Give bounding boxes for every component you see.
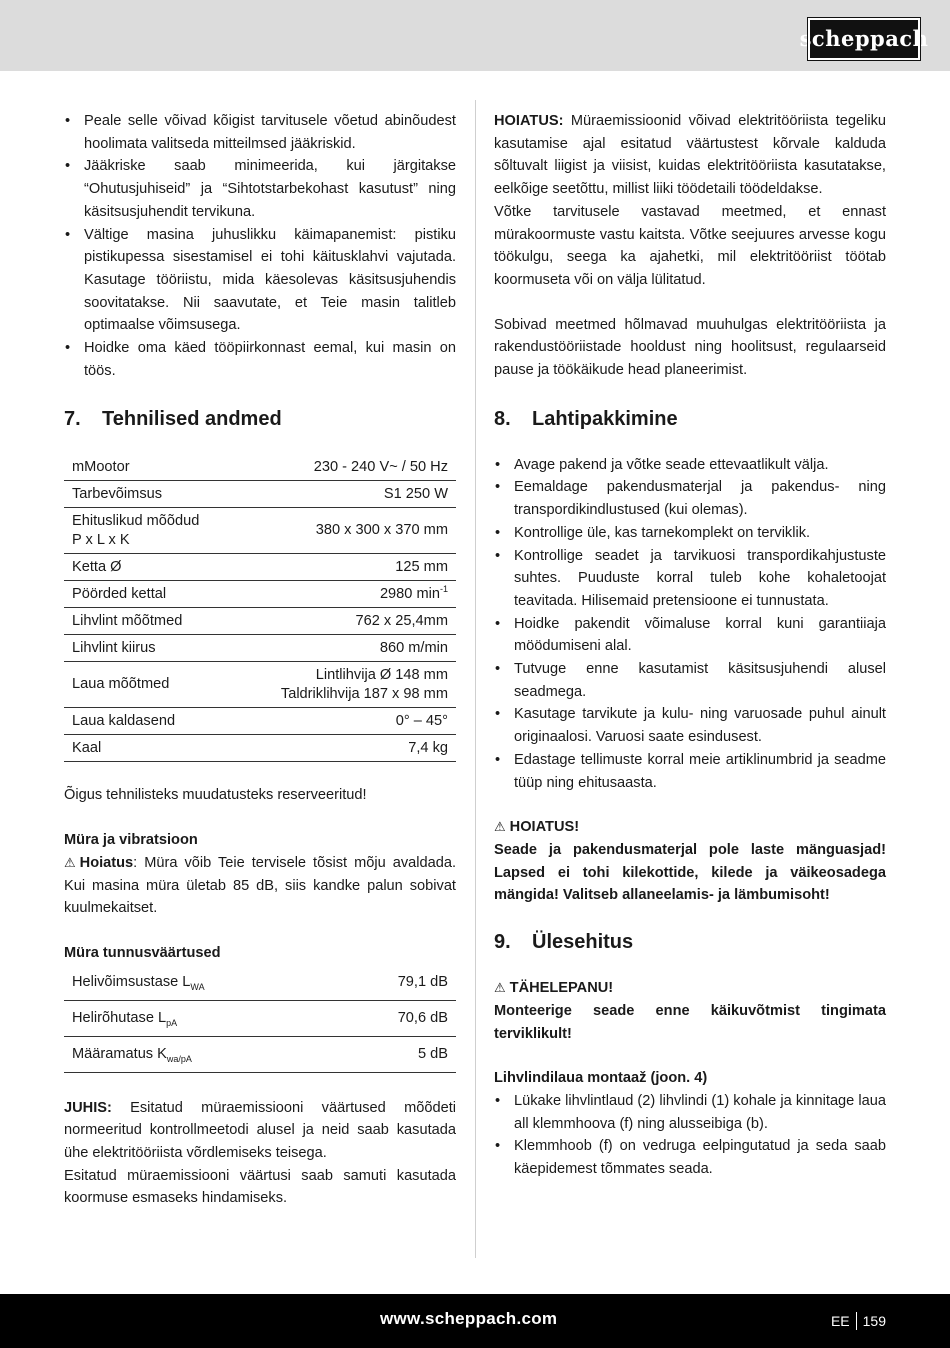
child-warning-heading [494, 816, 886, 839]
spec-value: 230 - 240 V~ / 50 Hz [236, 454, 456, 481]
noise-values-heading: Müra tunnusväärtused [64, 944, 221, 961]
list-item: • Eemaldage pakendusmaterjal ja pakendus- ning transpordikindlustused (kui olemas). [494, 476, 886, 521]
suitable-measures-paragraph: Sobivad meetmed hõlmavad muuhulgas elektritööriista ja rakendustööriistade hooldust ning hoolitsust, regulaarseid pause ja töökäikude head planeerimist. [494, 316, 886, 379]
spec-label: Ketta Ø [64, 554, 236, 581]
emission-warning [494, 110, 886, 201]
section-title: Tehnilised andmed [102, 408, 282, 431]
noise-label [64, 965, 335, 1001]
spec-value-line: Taldriklihvija 187 x 98 mm [280, 685, 448, 702]
note-paragraph-2: Esitatud müraemissiooni väärtusi saab samuti kasutada koormuse esmaseks hindamiseks. [64, 1167, 456, 1207]
spec-value: S1 250 W [236, 481, 456, 508]
note-label: JUHIS: [64, 1099, 112, 1116]
section-number: 7. [64, 408, 81, 431]
language-code: EE [830, 1313, 850, 1329]
spec-value-line: Lintlihvija Ø 148 mm [315, 666, 448, 683]
note-text: Esitatud müraemissiooni väärtused mõõdeti normeeritud kontrollmeetodi alusel ja neid saab kasutada ühe elektritööriista võrdlemiseks teisega. [64, 1099, 456, 1162]
noise-label-subscript: pA [166, 1017, 178, 1028]
list-item: • Vältige masina juhuslikku käimapanemist: pistiku pistikupessa sisestamisel ei tohi käitusklahvi vajutada. Kasutage tööriistu, mida käesolevas käsitsusjuhendis soovitatakse. Nii saavutate, et Teie masin talitleb optimaalse võimsusega. [64, 224, 456, 338]
noise-values-table [64, 965, 456, 1073]
table-row [64, 635, 456, 662]
noise-heading: Müra ja vibratsioon [64, 832, 198, 849]
list-item: • Tutvuge enne kasutamist käsitsusjuhendi alusel seadmega. [494, 658, 886, 703]
scheppach-logo: scheppach [808, 18, 920, 60]
noise-value: 70,6 dB [335, 1000, 456, 1036]
emission-warning-label: HOIATUS: [494, 113, 564, 129]
noise-label-text: Määramatus K [72, 1045, 167, 1062]
tech-specs-table [64, 454, 456, 762]
section-title: Lahtipakkimine [532, 407, 678, 430]
spec-label [64, 508, 236, 554]
table-row [64, 481, 456, 508]
section-8-heading [494, 406, 886, 432]
table-row [64, 1000, 456, 1036]
attention-label: TÄHELEPANU! [509, 980, 614, 997]
unpacking-bullet-list [494, 454, 886, 795]
table-row [64, 581, 456, 608]
left-column [64, 110, 456, 1210]
spec-label: Tarbevõimsus [64, 481, 236, 508]
noise-value: 79,1 dB [335, 965, 456, 1001]
note-paragraph [64, 1097, 456, 1165]
rights-note: Õigus tehnilisteks muudatusteks reserveeritud! [64, 787, 367, 804]
section-number: 8. [494, 407, 511, 430]
noise-label-text: Helivõimsustase L [72, 973, 191, 990]
list-item: • Kontrollige seadet ja tarvikuosi transpordikahjustuste suhtes. Puuduste korral tuleb kohe kohaletoojat teavitada. Hilisemaid pretensioone ei tunnustata. [494, 545, 886, 613]
spec-value: 7,4 kg [236, 735, 456, 762]
spec-label: Laua kaldasend [64, 708, 236, 735]
table-row [64, 735, 456, 762]
spec-value-superscript: -1 [439, 584, 448, 595]
spec-value [236, 581, 456, 608]
footer-bar [0, 1294, 950, 1348]
table-row [64, 554, 456, 581]
noise-value: 5 dB [335, 1036, 456, 1072]
column-divider [475, 100, 476, 1258]
list-item: • Jääkriske saab minimeerida, kui järgitakse “Ohutusjuhiseid” ja “Sihtotstarbekohast kasutust” ning käsitsusjuhendit tervikuna. [64, 155, 456, 223]
list-item: • Peale selle võivad kõigist tarvitusele võetud abinõudest hoolimata valitseda mitteilmsed jääkriskid. [64, 110, 456, 155]
spec-label: Laua mõõtmed [64, 662, 236, 708]
table-row [64, 708, 456, 735]
spec-label: Kaal [64, 735, 236, 762]
page-number: 159 [862, 1313, 886, 1329]
table-row [64, 662, 456, 708]
separator [856, 1312, 857, 1330]
table-row [64, 1036, 456, 1072]
spec-value: 125 mm [236, 554, 456, 581]
warning-triangle-icon: ⚠ [64, 854, 76, 870]
list-item: • Edastage tellimuste korral meie artiklinumbrid ja seadme tüüp ning ehitusaasta. [494, 749, 886, 794]
mount-bullet-list [494, 1090, 886, 1181]
attention-heading [494, 977, 886, 1000]
list-item: • Klemmhoob (f) on vedruga eelpingutatud ja seda saab käepidemest tõmmates seada. [494, 1135, 886, 1180]
page-indicator [831, 1310, 886, 1333]
noise-label-subscript: WA [190, 981, 205, 992]
list-item: • Avage pakend ja võtke seade ettevaatlikult välja. [494, 454, 886, 477]
list-item: • Hoidke pakendit võimaluse korral kuni garantiiaja möödumiseni alal. [494, 613, 886, 658]
measures-paragraph: Võtke tarvitusele vastavad meetmed, et ennast mürakoormuste vastu kaitsta. Võtke seejuures arvesse kogu töökulgu, seega ka ajahetki, mil elektritööriist töötab koormuseta või on välja lülitatud. [494, 203, 886, 288]
mount-heading: Lihvlindilaua montaaž (joon. 4) [494, 1070, 708, 1087]
spec-label: Lihvlint mõõtmed [64, 608, 236, 635]
table-row [64, 608, 456, 635]
section-7-heading [64, 406, 456, 432]
spec-value: 380 x 300 x 370 mm [236, 508, 456, 554]
spec-label: Pöörded kettal [64, 581, 236, 608]
table-row [64, 508, 456, 554]
right-column [494, 110, 886, 1181]
child-warning-label: HOIATUS! [509, 819, 580, 836]
spec-label: mMootor [64, 454, 236, 481]
warning-triangle-icon: ⚠ [494, 819, 506, 835]
table-row [64, 454, 456, 481]
list-item: • Kontrollige üle, kas tarnekomplekt on terviklik. [494, 522, 886, 545]
intro-bullet-list [64, 110, 456, 382]
noise-label-subscript: wa/pA [166, 1053, 192, 1064]
spec-label-line: P x L x K [72, 531, 130, 548]
list-item: • Hoidke oma käed tööpiirkonnast eemal, kui masin on töös. [64, 337, 456, 382]
noise-warning-label: Hoiatus [79, 854, 134, 871]
noise-label-text: Helirõhutase L [72, 1009, 167, 1026]
attention-text: Monteerige seade enne käikuvõtmist tingimata terviklikult! [494, 1002, 886, 1042]
noise-label [64, 1000, 335, 1036]
section-title: Ülesehitus [532, 931, 634, 954]
spec-value: 0° – 45° [236, 708, 456, 735]
spec-value [236, 662, 456, 708]
section-number: 9. [494, 931, 511, 954]
list-item: • Lükake lihvlintlaud (2) lihvlindi (1) kohale ja kinnitage laua all klemmhoova (f) ning alusseibiga (b). [494, 1090, 886, 1135]
noise-warning [64, 852, 456, 920]
warning-triangle-icon: ⚠ [494, 980, 506, 996]
spec-label-line: Ehituslikud mõõdud [72, 512, 200, 529]
list-item: • Kasutage tarvikute ja kulu- ning varuosade puhul ainult originaalosi. Varuosi saate esindusest. [494, 703, 886, 748]
emission-warning-text: Müraemissioonid võivad elektritööriista tegeliku kasutamise ajal esitatud väärtustest kõrvale kalduda sõltuvalt liigist ja viisist, kuidas elektritööriista kasutatakse, eelkõige seetõttu, millist liiki töödetaili töödeldakse. [494, 113, 886, 198]
spec-value: 860 m/min [236, 635, 456, 662]
noise-warning-text: : Müra võib Teie tervisele tõsist mõju avaldada. Kui masina müra ületab 85 dB, siis kandke palun sobivat kuulmekaitset. [64, 854, 456, 917]
footer-url: www.scheppach.com [380, 1309, 558, 1328]
section-9-heading [494, 929, 886, 955]
spec-value: 762 x 25,4mm [236, 608, 456, 635]
noise-label [64, 1036, 335, 1072]
spec-value-text: 2980 min [379, 585, 440, 602]
spec-label: Lihvlint kiirus [64, 635, 236, 662]
child-warning-text: Seade ja pakendusmaterjal pole laste mänguasjad! Lapsed ei tohi kilekottide, kilede ja väikeosadega mängida! Valitseb allaneelamis- ja lämbumisoht! [494, 841, 886, 904]
table-row [64, 965, 456, 1001]
